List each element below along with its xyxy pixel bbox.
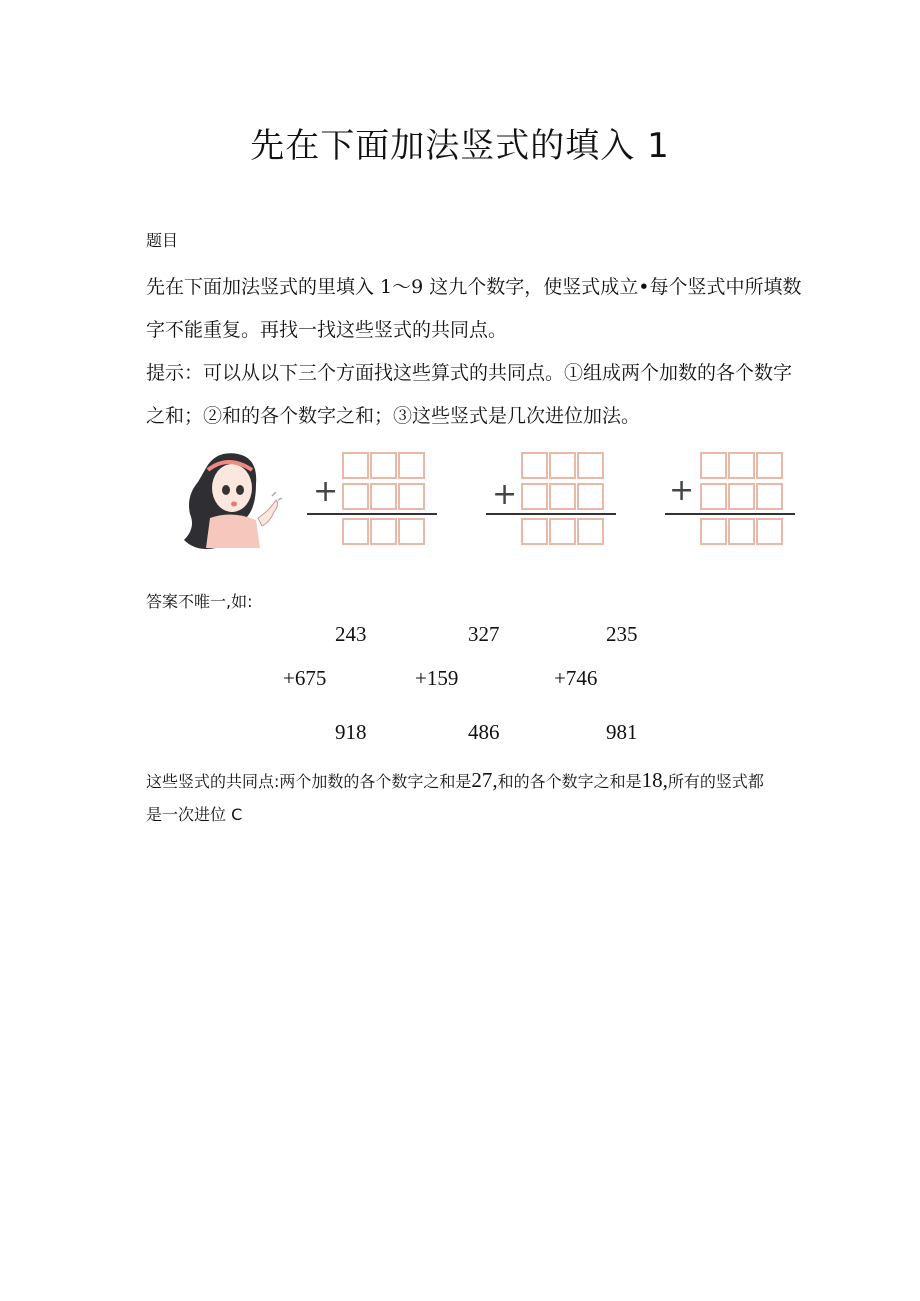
digit-box[interactable] bbox=[521, 518, 548, 545]
digit-box[interactable] bbox=[700, 483, 727, 510]
summary-line-2: 是一次进位 C bbox=[146, 805, 243, 824]
answer-1-addend-1: 243 bbox=[335, 622, 367, 646]
hint-line-2: 之和；②和的各个数字之和；③这些竖式是几次进位加法。 bbox=[146, 405, 641, 427]
answer-3-addend-2: +746 bbox=[554, 666, 598, 690]
hint-line-1: 提示：可以从以下三个方面找这些算式的共同点。①组成两个加数的各个数字 bbox=[146, 362, 793, 384]
digit-box[interactable] bbox=[728, 452, 755, 479]
digit-box[interactable] bbox=[577, 518, 604, 545]
summary-number-2: 18, bbox=[641, 768, 668, 792]
digit-box[interactable] bbox=[577, 483, 604, 510]
digit-box[interactable] bbox=[728, 483, 755, 510]
digit-box[interactable] bbox=[756, 483, 783, 510]
digit-box[interactable] bbox=[521, 452, 548, 479]
summary-part-3: 所有的竖式都 bbox=[667, 772, 764, 791]
sum-line bbox=[486, 513, 616, 515]
answer-3-addend-1: 235 bbox=[606, 622, 638, 646]
answer-2-sum: 486 bbox=[468, 720, 500, 744]
girl-illustration bbox=[176, 448, 286, 552]
digit-box[interactable] bbox=[756, 452, 783, 479]
digit-box[interactable] bbox=[549, 452, 576, 479]
digit-box[interactable] bbox=[342, 483, 369, 510]
digit-box[interactable] bbox=[398, 452, 425, 479]
answer-2-addend-1: 327 bbox=[468, 622, 500, 646]
summary-part-2: 和的各个数字之和是 bbox=[497, 772, 642, 791]
answer-2-addend-2: +159 bbox=[415, 666, 459, 690]
digit-box[interactable] bbox=[370, 483, 397, 510]
digit-box[interactable] bbox=[342, 452, 369, 479]
answer-1-sum: 918 bbox=[335, 720, 367, 744]
digit-box[interactable] bbox=[756, 518, 783, 545]
summary-text bbox=[146, 764, 836, 831]
answer-label: 答案不唯一,如: bbox=[146, 592, 253, 611]
summary-part-1: 这些竖式的共同点:两个加数的各个数字之和是 bbox=[146, 772, 472, 791]
summary-number-1: 27, bbox=[471, 768, 498, 792]
problem-line-2: 字不能重复。再找一找这些竖式的共同点。 bbox=[146, 319, 508, 341]
section-label: 题目 bbox=[146, 231, 179, 250]
page-title: 先在下面加法竖式的填入 1 bbox=[250, 126, 670, 166]
sum-line bbox=[307, 513, 437, 515]
digit-box[interactable] bbox=[549, 518, 576, 545]
plus-sign: + bbox=[492, 477, 518, 512]
plus-sign: + bbox=[669, 473, 695, 508]
digit-box[interactable] bbox=[700, 452, 727, 479]
digit-box[interactable] bbox=[342, 518, 369, 545]
hint-text bbox=[146, 352, 836, 438]
digit-box[interactable] bbox=[549, 483, 576, 510]
digit-box[interactable] bbox=[398, 483, 425, 510]
digit-box[interactable] bbox=[398, 518, 425, 545]
digit-box[interactable] bbox=[370, 452, 397, 479]
digit-box[interactable] bbox=[577, 452, 604, 479]
problem-line-1: 先在下面加法竖式的里填入 1～9 这九个数字，使竖式成立•每个竖式中所填数 bbox=[146, 276, 802, 298]
problem-text bbox=[146, 266, 836, 352]
sum-line bbox=[665, 513, 795, 515]
answer-1-addend-2: +675 bbox=[283, 666, 327, 690]
plus-sign: + bbox=[313, 474, 339, 509]
digit-box[interactable] bbox=[521, 483, 548, 510]
answer-3-sum: 981 bbox=[606, 720, 638, 744]
digit-box[interactable] bbox=[370, 518, 397, 545]
digit-box[interactable] bbox=[700, 518, 727, 545]
digit-box[interactable] bbox=[728, 518, 755, 545]
